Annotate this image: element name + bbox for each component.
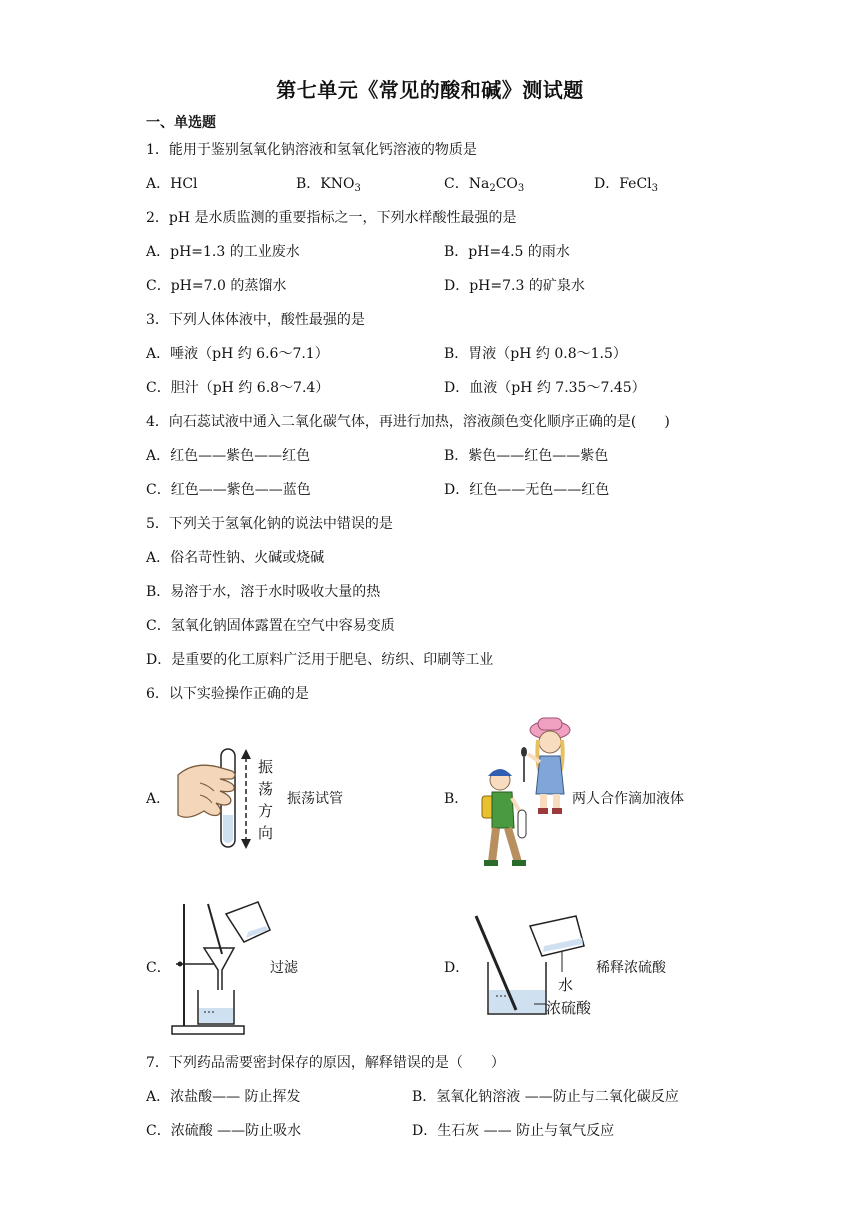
- question-1-stem: 1．能用于鉴别氢氧化钠溶液和氢氧化钙溶液的物质是: [146, 142, 477, 158]
- question-5-option-b[interactable]: B．易溶于水，溶于水时吸收大量的热: [146, 584, 381, 600]
- question-6-option-d-letter[interactable]: D．: [444, 960, 470, 976]
- label-char: 方: [258, 802, 274, 820]
- question-3-option-d[interactable]: D．血液（pH 约 7.35～7.45）: [444, 380, 646, 396]
- question-2-option-d[interactable]: D．pH=7.3 的矿泉水: [444, 278, 585, 294]
- subscript: 3: [354, 183, 361, 194]
- question-6-option-b-letter[interactable]: B．: [444, 791, 469, 807]
- question-7-option-c[interactable]: C．浓硫酸 ——防止吸水: [146, 1123, 302, 1139]
- question-7-option-d[interactable]: D．生石灰 —— 防止与氧气反应: [412, 1123, 615, 1139]
- question-7-option-b[interactable]: B．氢氧化钠溶液 ——防止与二氧化碳反应: [412, 1089, 679, 1105]
- question-1-option-c[interactable]: [444, 175, 524, 193]
- question-4-option-d[interactable]: D．红色——无色——红色: [444, 482, 610, 498]
- option-text: D．FeCl: [594, 176, 652, 192]
- section-heading: 一、单选题: [146, 115, 216, 131]
- question-4-stem: 4．向石蕊试液中通入二氧化碳气体，再进行加热，溶液颜色变化顺序正确的是( ): [146, 414, 670, 430]
- two-people-dropping-figure: [466, 712, 578, 874]
- label-char: 振: [258, 758, 274, 776]
- question-1-option-b[interactable]: [296, 175, 361, 193]
- question-6-option-b-text[interactable]: 两人合作滴加液体: [572, 791, 684, 807]
- question-5-option-a[interactable]: A．俗名苛性钠、火碱或烧碱: [146, 550, 325, 566]
- question-6-option-d-text[interactable]: 稀释浓硫酸: [596, 960, 666, 976]
- filtration-figure: [168, 900, 278, 1038]
- question-7-stem: 7．下列药品需要密封保存的原因，解释错误的是（ ）: [146, 1055, 505, 1071]
- question-6-option-c-letter[interactable]: C．: [146, 960, 171, 976]
- question-4-option-b[interactable]: B．紫色——红色——紫色: [444, 448, 609, 464]
- question-5-option-c[interactable]: C．氢氧化钠固体露置在空气中容易变质: [146, 618, 395, 634]
- question-5-stem: 5．下列关于氢氧化钠的说法中错误的是: [146, 516, 393, 532]
- label-char: 向: [258, 824, 274, 842]
- question-2-stem: 2．pH 是水质监测的重要指标之一，下列水样酸性最强的是: [146, 210, 517, 226]
- question-6-option-a-letter[interactable]: A．: [146, 791, 171, 807]
- question-2-option-c[interactable]: C．pH=7.0 的蒸馏水: [146, 278, 287, 294]
- question-3-option-c[interactable]: C．胆汁（pH 约 6.8～7.4）: [146, 380, 330, 396]
- question-6-option-a-text[interactable]: 振荡试管: [287, 791, 343, 807]
- question-7-option-a[interactable]: A．浓盐酸—— 防止挥发: [146, 1089, 301, 1105]
- question-6-option-c-text[interactable]: 过滤: [270, 960, 298, 976]
- concentrated-acid-label: 浓硫酸: [546, 999, 592, 1017]
- water-label: 水: [558, 976, 574, 994]
- question-2-option-b[interactable]: B．pH=4.5 的雨水: [444, 244, 570, 260]
- question-6-stem: 6．以下实验操作正确的是: [146, 686, 309, 702]
- option-text: CO: [495, 176, 518, 192]
- shake-direction-label: [258, 756, 276, 844]
- question-1-option-d[interactable]: [594, 175, 658, 193]
- subscript: 2: [489, 183, 496, 194]
- question-4-option-a[interactable]: A．红色——紫色——红色: [146, 448, 311, 464]
- question-4-option-c[interactable]: C．红色——紫色——蓝色: [146, 482, 311, 498]
- question-2-option-a[interactable]: A．pH=1.3 的工业废水: [146, 244, 300, 260]
- subscript: 3: [517, 183, 525, 194]
- label-char: 荡: [258, 780, 274, 798]
- question-3-option-b[interactable]: B．胃液（pH 约 0.8～1.5）: [444, 346, 627, 362]
- subscript: 3: [651, 183, 659, 194]
- question-3-stem: 3．下列人体体液中，酸性最强的是: [146, 312, 365, 328]
- option-text: C．Na: [444, 176, 490, 192]
- question-1-option-a[interactable]: A．HCl: [146, 176, 198, 192]
- option-text: B．KNO: [296, 176, 355, 192]
- question-5-option-d[interactable]: D．是重要的化工原料广泛用于肥皂、纺织、印刷等工业: [146, 652, 494, 668]
- question-3-option-a[interactable]: A．唾液（pH 约 6.6～7.1）: [146, 346, 329, 362]
- page-title: 第七单元《常见的酸和碱》测试题: [276, 78, 584, 102]
